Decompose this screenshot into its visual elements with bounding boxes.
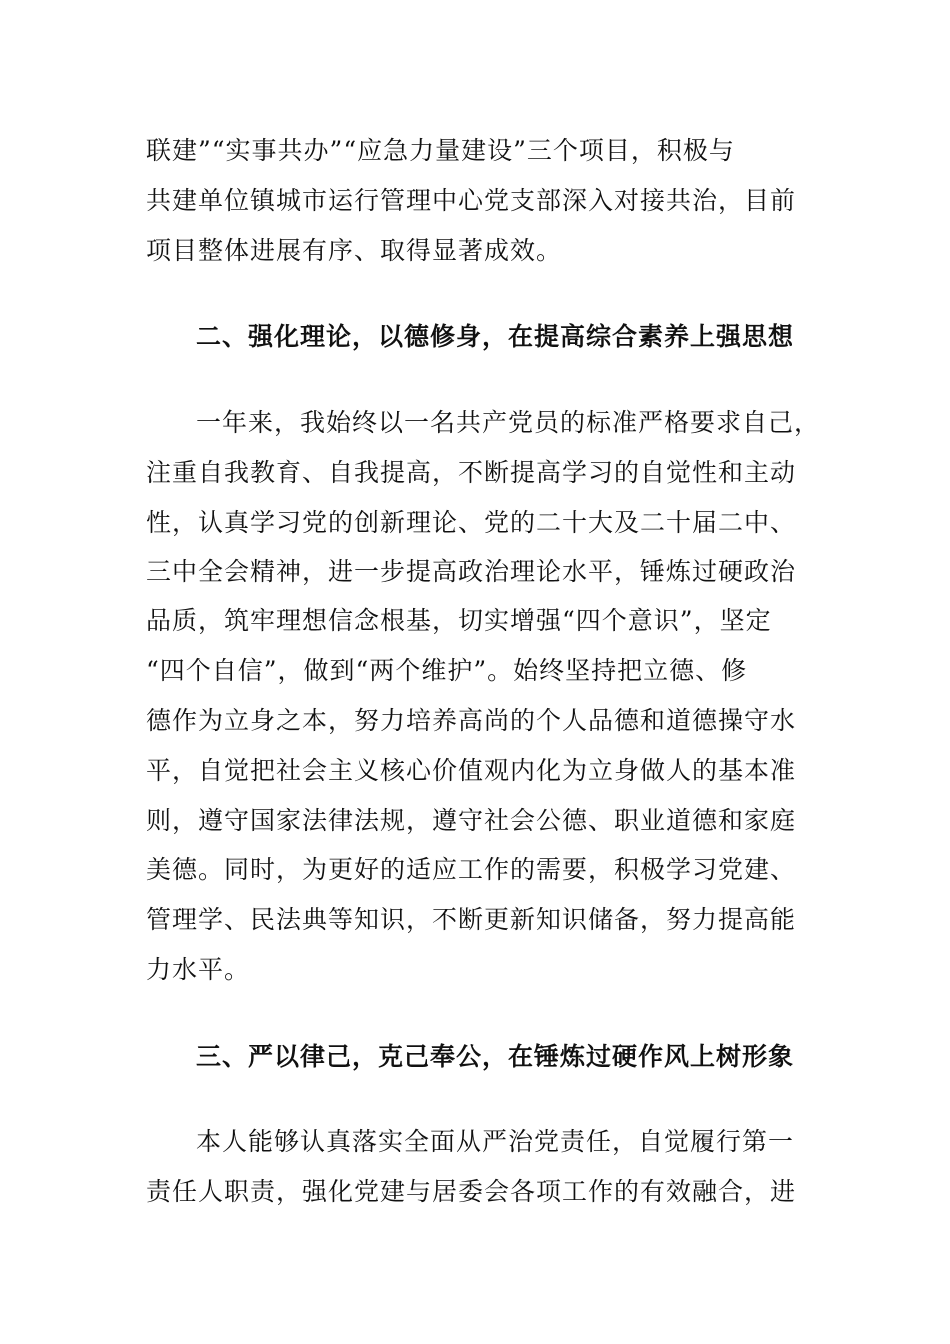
paragraph-line: 力水平。 [146,955,251,984]
paragraph-line: 联建”“实事共办”“应急力量建设”三个项目，积极与 [146,136,735,165]
section-heading-2: 二、强化理论，以德修身，在提高综合素养上强思想 [196,322,795,351]
paragraph-line: 注重自我教育、自我提高，不断提高学习的自觉性和主动 [146,458,797,487]
paragraph-line: 管理学、民法典等知识，不断更新知识储备，努力提高能 [146,905,797,934]
section-heading-3: 三、严以律己，克己奉公，在锤炼过硬作风上树形象 [196,1042,795,1071]
paragraph-line: 则，遵守国家法律法规，遵守社会公德、职业道德和家庭 [146,806,797,835]
paragraph-line: 共建单位镇城市运行管理中心党支部深入对接共治，目前 [146,186,797,215]
paragraph-line: 性，认真学习党的创新理论、党的二十大及二十届二中、 [146,508,797,537]
paragraph-line: 项目整体进展有序、取得显著成效。 [146,236,563,265]
paragraph-line: 美德。同时，为更好的适应工作的需要，积极学习党建、 [146,855,797,884]
paragraph-line: 三中全会精神，进一步提高政治理论水平，锤炼过硬政治 [146,557,797,586]
paragraph-line: “四个自信”，做到“两个维护”。始终坚持把立德、修 [146,656,748,685]
paragraph-line: 品质，筑牢理想信念根基，切实增强“四个意识”，坚定 [146,606,772,635]
paragraph-line: 平，自觉把社会主义核心价值观内化为立身做人的基本准 [146,756,797,785]
paragraph-line: 责任人职责，强化党建与居委会各项工作的有效融合，进 [146,1177,797,1206]
paragraph-line: 德作为立身之本，努力培养高尚的个人品德和道德操守水 [146,706,797,735]
paragraph-line: 一年来，我始终以一名共产党员的标准严格要求自己， [196,408,821,437]
paragraph-line: 本人能够认真落实全面从严治党责任，自觉履行第一 [196,1127,795,1156]
